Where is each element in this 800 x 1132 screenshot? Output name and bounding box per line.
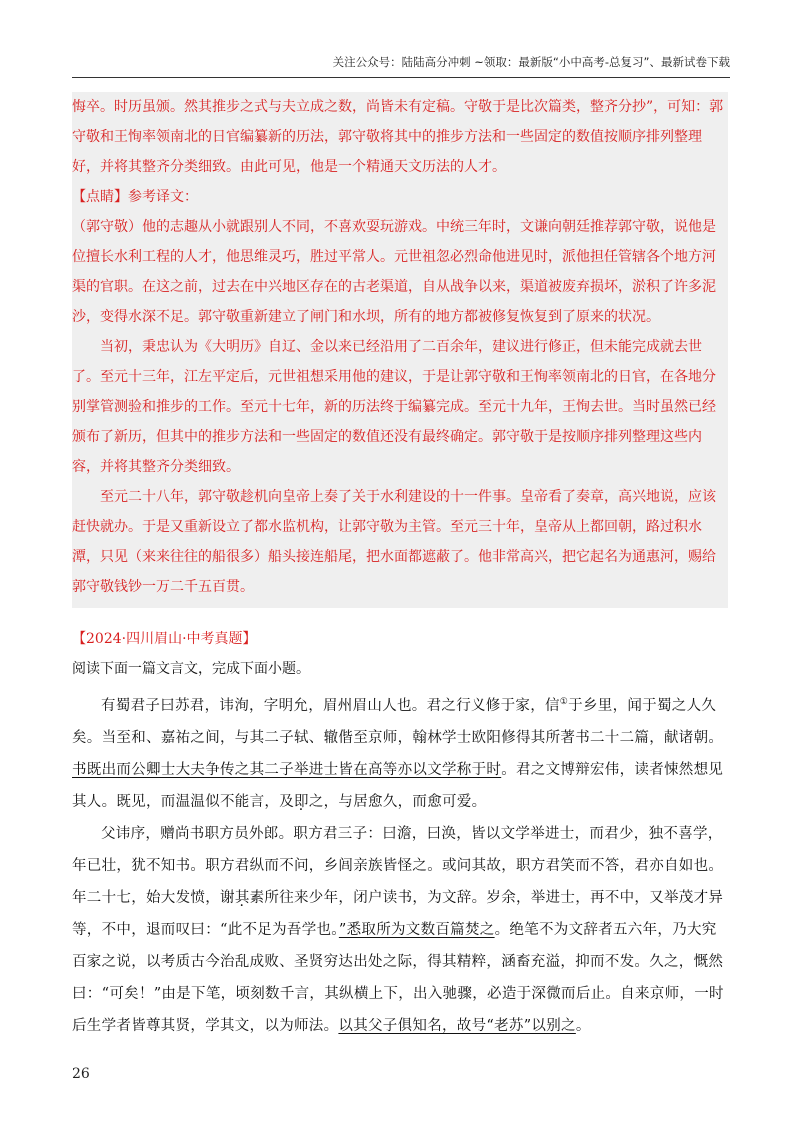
page-header: 关注公众号：陆陆高分冲刺 ~领取：最新版“小中高考-总复习”、最新试卷下载 (332, 55, 730, 69)
underlined-sentence-1: 书既出而公卿士大夫争传之其二子举进士皆在高等亦以文学称于时 (72, 761, 502, 778)
answer-explanation-block (72, 92, 728, 608)
translation-paragraph-3: 至元二十八年，郭守敬趁机向皇帝上奏了关于水利建设的十一件事。皇帝看了奏章，高兴地说，应该赶快就办。于是又重新设立了都水监机构，让郭守敬为主管。至元三十年，皇帝从上都回朝，路过积水潭，只见（来来往往的船很多）船头接连船尾，把水面都遮蔽了。他非常高兴，把它起名为通惠河，赐给郭守敬钱钞一万二千五百贯。 (72, 489, 716, 595)
translation-paragraph-1: （郭守敬）他的志趣从小就跟别人不同，不喜欢耍玩游戏。中统三年时，文谦向朝廷推荐郭守敬，说他是位擅长水利工程的人才，他思维灵巧，胜过平常人。元世祖忽必烈命他进见时，派他担任管辖各个地方河渠的官职。在这之前，过去在中兴地区存在的古老渠道，自从战争以来，渠道被废弃损坏，淤积了许多泥沙，变得水深不足。郭守敬重新建立了闸门和水坝，所有的地方都被修复恢复到了原来的状况。 (72, 219, 716, 325)
classical-paragraph-2: 父讳序，赠尚书职方员外郎。职方君三子：曰澹，曰涣，皆以文学举进士，而君少，独不喜学，年已壮，犹不知书。职方君纵而不问，乡闾亲族皆怪之。或问其故，职方君笑而不答，君亦自如也。年二十七，始大发愤，谢其素所往来少年，闭户读书，为文辞。岁余，举进士，再不中，又举茂才异等，不中，退而叹曰：“此不足为吾学也。”悉取所为文数百篇焚之。绝笔不为文辞者五六年，乃大究百家之说，以考质古今治乱成败、圣贤穷达出处之际，得其精粹，涵畜充溢，抑而不发。久之，慨然曰：“可矣！”由是下笔，顷刻数千言，其纵横上下，出入驰骤，必造于深微而后止。自来京师，一时后生学者皆尊其贤，学其文，以为师法。以其父子俱知名，故号“老苏”以别之。 (72, 825, 724, 1034)
underlined-sentence-2: ”悉取所为文数百篇焚之 (338, 921, 495, 938)
header-rule (72, 77, 730, 78)
dotted-char-ji: 及 (279, 793, 295, 810)
answer-paragraph: 悔卒。时历虽颁。然其推步之式与夫立成之数，尚皆未有定稿。守敬于是比次篇类，整齐分抄”，可知：郭守敬和王恂率领南北的日官编纂新的历法，郭守敬将其中的推步方法和一些固定的数值按顺序排列整理好，并将其整齐分类细致。由此可见，他是一个精通天文历法的人才。 (72, 99, 724, 175)
underlined-sentence-3: 以其父子俱知名，故号“老苏”以别之 (338, 1017, 576, 1034)
exam-source-title: 【2024·四川眉山·中考真题】 (72, 631, 257, 647)
reading-instruction: 阅读下面一篇文言文，完成下面小题。 (72, 661, 310, 677)
dianjing-text: 参考译文： (128, 189, 198, 205)
dotted-char-xie: 谢 (220, 889, 235, 906)
classical-text (72, 686, 728, 1042)
page-number: 26 (72, 1066, 90, 1082)
translation-paragraph-2: 当初，秉忠认为《大明历》自辽、金以来已经沿用了二百余年，建议进行修正，但未能完成就去世了。至元十三年，江左平定后，元世祖想采用他的建议，于是让郭守敬和王恂率领南北的日官，在各地分别掌管测验和推步的工作。至元十七年，新的历法终于编纂完成。至元十九年，王恂去世。当时虽然已经颁布了新历，但其中的推步方法和一些固定的数值还没有最终确定。郭守敬于是按顺序排列整理这些内容，并将其整齐分类细致。 (72, 339, 716, 475)
classical-paragraph-1: 有蜀君子曰苏君，讳洵，字明允，眉州眉山人也。君之行义修于家，信①于乡里，闻于蜀之人久矣。当至和、嘉祐之间，与其二子轼、辙偕至京师，翰林学士欧阳修得其所著书二十二篇，献诸朝。书既出而公卿士大夫争传之其二子举进士皆在高等亦以文学称于时。君之文博辩宏伟，读者悚然想见其人。既见，而温温似不能言，及即之，与居愈久，而愈可爱。 (72, 697, 724, 810)
dianjing-label: 【点睛】 (72, 189, 128, 205)
footnote-marker: ① (559, 697, 569, 707)
dianjing-line (72, 182, 728, 212)
